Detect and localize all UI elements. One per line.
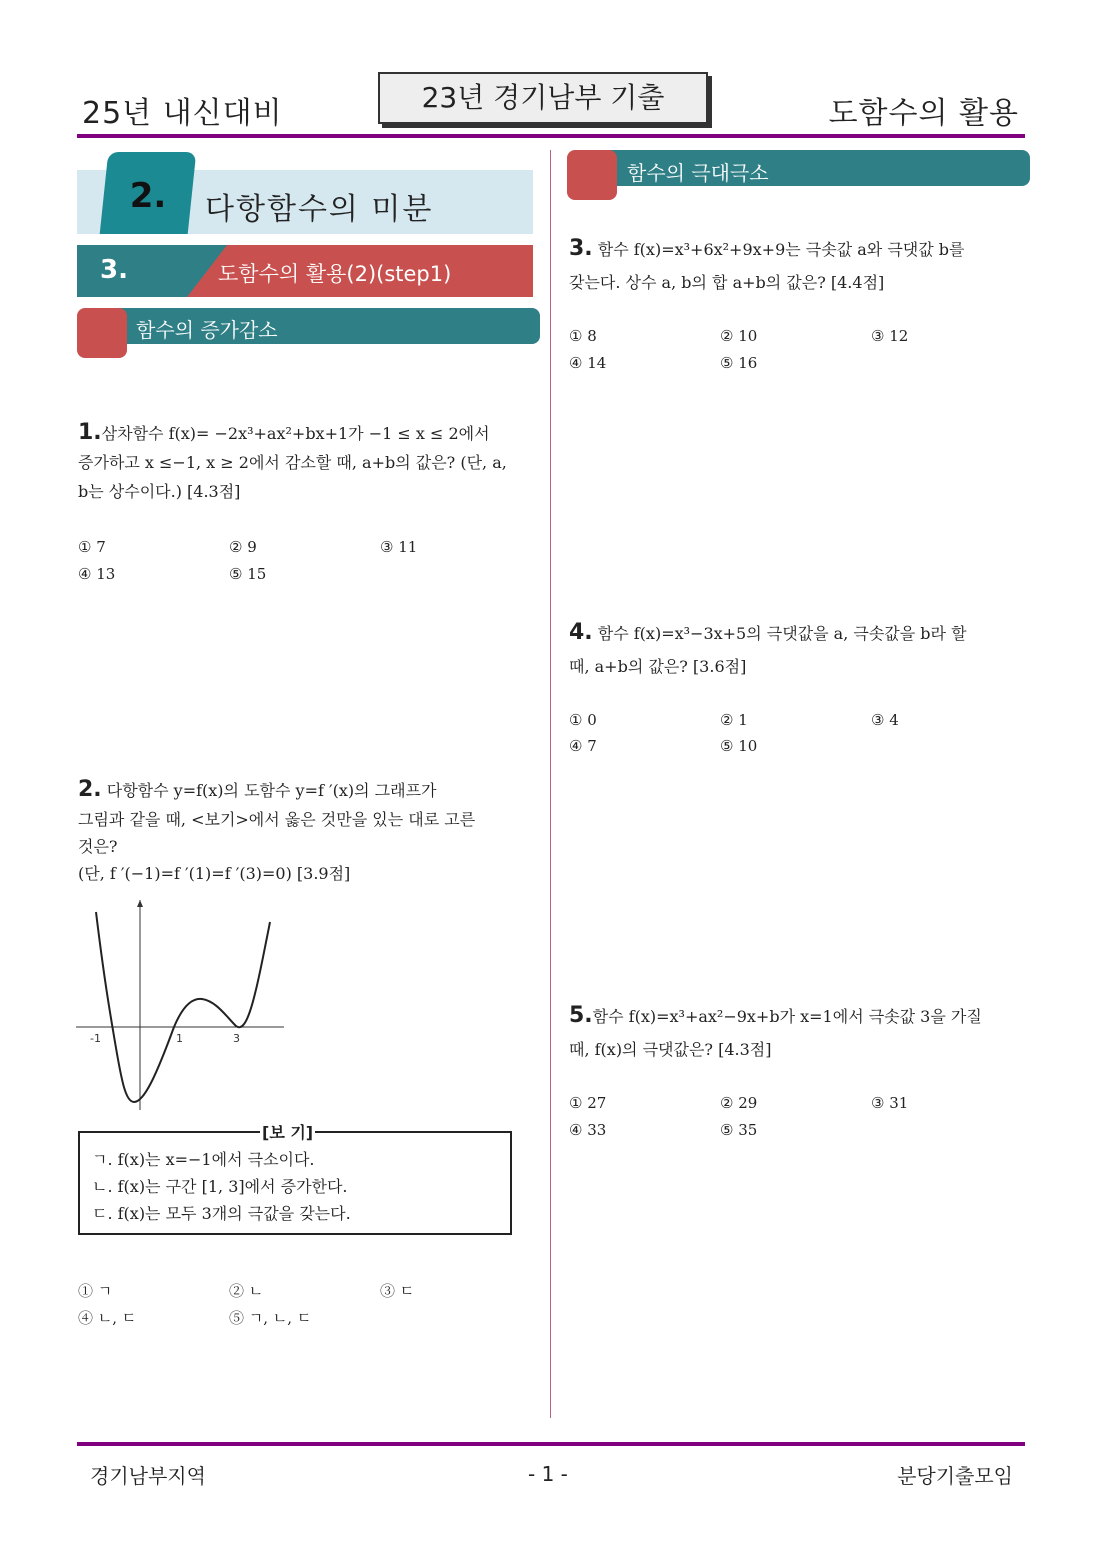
question-text-line: 갖는다. 상수 a, b의 합 a+b의 값은? [4.4점]: [569, 273, 885, 292]
question-text-line: 삼차함수 f(x)= −2x³+ax²+bx+1가 −1 ≤ x ≤ 2에서: [101, 424, 490, 443]
question-4: [569, 618, 1029, 681]
question-number: 4.: [569, 620, 593, 645]
header-left-title: 25년 내신대비: [82, 96, 283, 131]
bogi-item: ㄴ. f(x)는 구간 [1, 3]에서 증가한다.: [92, 1177, 348, 1196]
question-text-line: 때, f(x)의 극댓값은? [4.3점]: [569, 1040, 772, 1059]
choice-1[interactable]: ① ㄱ: [78, 1282, 113, 1300]
question-text-line: 때, a+b의 값은? [3.6점]: [569, 657, 747, 676]
question-number: 2.: [78, 777, 102, 802]
choice-3[interactable]: ③ 4: [871, 711, 899, 729]
choice-2[interactable]: ② 1: [720, 711, 748, 729]
question-text-line: 함수 f(x)=x³−3x+5의 극댓값을 a, 극솟값을 b라 할: [597, 624, 967, 643]
choice-5[interactable]: ⑤ 35: [720, 1121, 758, 1139]
tick-label-neg1: -1: [90, 1032, 101, 1045]
footer-right: 분당기출모임: [897, 1464, 1013, 1488]
choice-3[interactable]: ③ 31: [871, 1094, 909, 1112]
choice-4[interactable]: ④ 33: [569, 1121, 607, 1139]
choice-1[interactable]: ① 27: [569, 1094, 607, 1112]
chapter-number: 2.: [129, 176, 167, 216]
choice-3[interactable]: ③ ㄷ: [380, 1282, 415, 1300]
choice-1[interactable]: ① 7: [78, 538, 106, 556]
question-text-line: 것은?: [78, 837, 118, 856]
derivative-graph: [76, 898, 286, 1113]
question-text-line: 증가하고 x ≤−1, x ≥ 2에서 감소할 때, a+b의 값은? (단, a,: [78, 453, 507, 472]
choice-5[interactable]: ⑤ 16: [720, 354, 758, 372]
question-3: [569, 234, 1029, 297]
derivative-curve: [96, 912, 270, 1102]
topic-marker-left: [77, 308, 127, 358]
question-text-line: b는 상수이다.) [4.3점]: [78, 482, 241, 501]
question-number: 3.: [569, 236, 593, 261]
choice-2[interactable]: ② ㄴ: [229, 1282, 264, 1300]
choice-4[interactable]: ④ 14: [569, 354, 607, 372]
choice-5[interactable]: ⑤ 10: [720, 737, 758, 755]
bogi-title: [보 기]: [260, 1120, 315, 1143]
choice-2[interactable]: ② 29: [720, 1094, 758, 1112]
topic-title-right: 함수의 극대극소: [627, 161, 769, 185]
section-title: 도함수의 활용(2)(step1): [218, 262, 452, 286]
question-text-line: 다항함수 y=f(x)의 도함수 y=f ′(x)의 그래프가: [106, 781, 437, 800]
column-divider: [550, 150, 551, 1418]
section-number: 3.: [100, 255, 128, 285]
choice-4[interactable]: ④ 13: [78, 565, 116, 583]
bogi-item: ㄷ. f(x)는 모두 3개의 극값을 갖는다.: [92, 1204, 351, 1223]
footer-divider: [77, 1442, 1025, 1446]
question-text-line: (단, f ′(−1)=f ′(1)=f ′(3)=0) [3.9점]: [78, 864, 351, 883]
header-center-box: 23년 경기남부 기출: [378, 72, 708, 124]
choice-2[interactable]: ② 10: [720, 327, 758, 345]
bogi-item: ㄱ. f(x)는 x=−1에서 극소이다.: [92, 1150, 315, 1169]
footer-left: 경기남부지역: [90, 1464, 206, 1488]
question-1: [78, 418, 540, 506]
topic-title-left: 함수의 증가감소: [136, 318, 278, 342]
header-divider: [77, 134, 1025, 138]
choice-4[interactable]: ④ 7: [569, 737, 597, 755]
tick-label-3: 3: [233, 1032, 240, 1045]
choice-3[interactable]: ③ 11: [380, 538, 418, 556]
question-number: 5.: [569, 1003, 593, 1028]
choice-5[interactable]: ⑤ 15: [229, 565, 267, 583]
question-number: 1.: [78, 420, 102, 445]
tick-label-1: 1: [176, 1032, 183, 1045]
choice-3[interactable]: ③ 12: [871, 327, 909, 345]
question-text-line: 함수 f(x)=x³+6x²+9x+9는 극솟값 a와 극댓값 b를: [597, 240, 965, 259]
y-axis-arrow: [137, 900, 143, 907]
page-number: - 1 -: [528, 1462, 568, 1486]
section-number-block: [77, 245, 187, 297]
choice-2[interactable]: ② 9: [229, 538, 257, 556]
chapter-title: 다항함수의 미분: [205, 192, 434, 227]
question-2: [78, 775, 540, 888]
choice-4[interactable]: ④ ㄴ, ㄷ: [78, 1309, 137, 1327]
choice-1[interactable]: ① 8: [569, 327, 597, 345]
question-text-line: 함수 f(x)=x³+ax²−9x+b가 x=1에서 극솟값 3을 가질: [592, 1007, 982, 1026]
choice-5[interactable]: ⑤ ㄱ, ㄴ, ㄷ: [229, 1309, 312, 1327]
question-5: [569, 1001, 1029, 1064]
choice-1[interactable]: ① 0: [569, 711, 597, 729]
question-text-line: 그림과 같을 때, <보기>에서 옳은 것만을 있는 대로 고른: [78, 810, 476, 829]
header-right-title: 도함수의 활용: [828, 96, 1019, 131]
topic-marker-right: [567, 150, 617, 200]
